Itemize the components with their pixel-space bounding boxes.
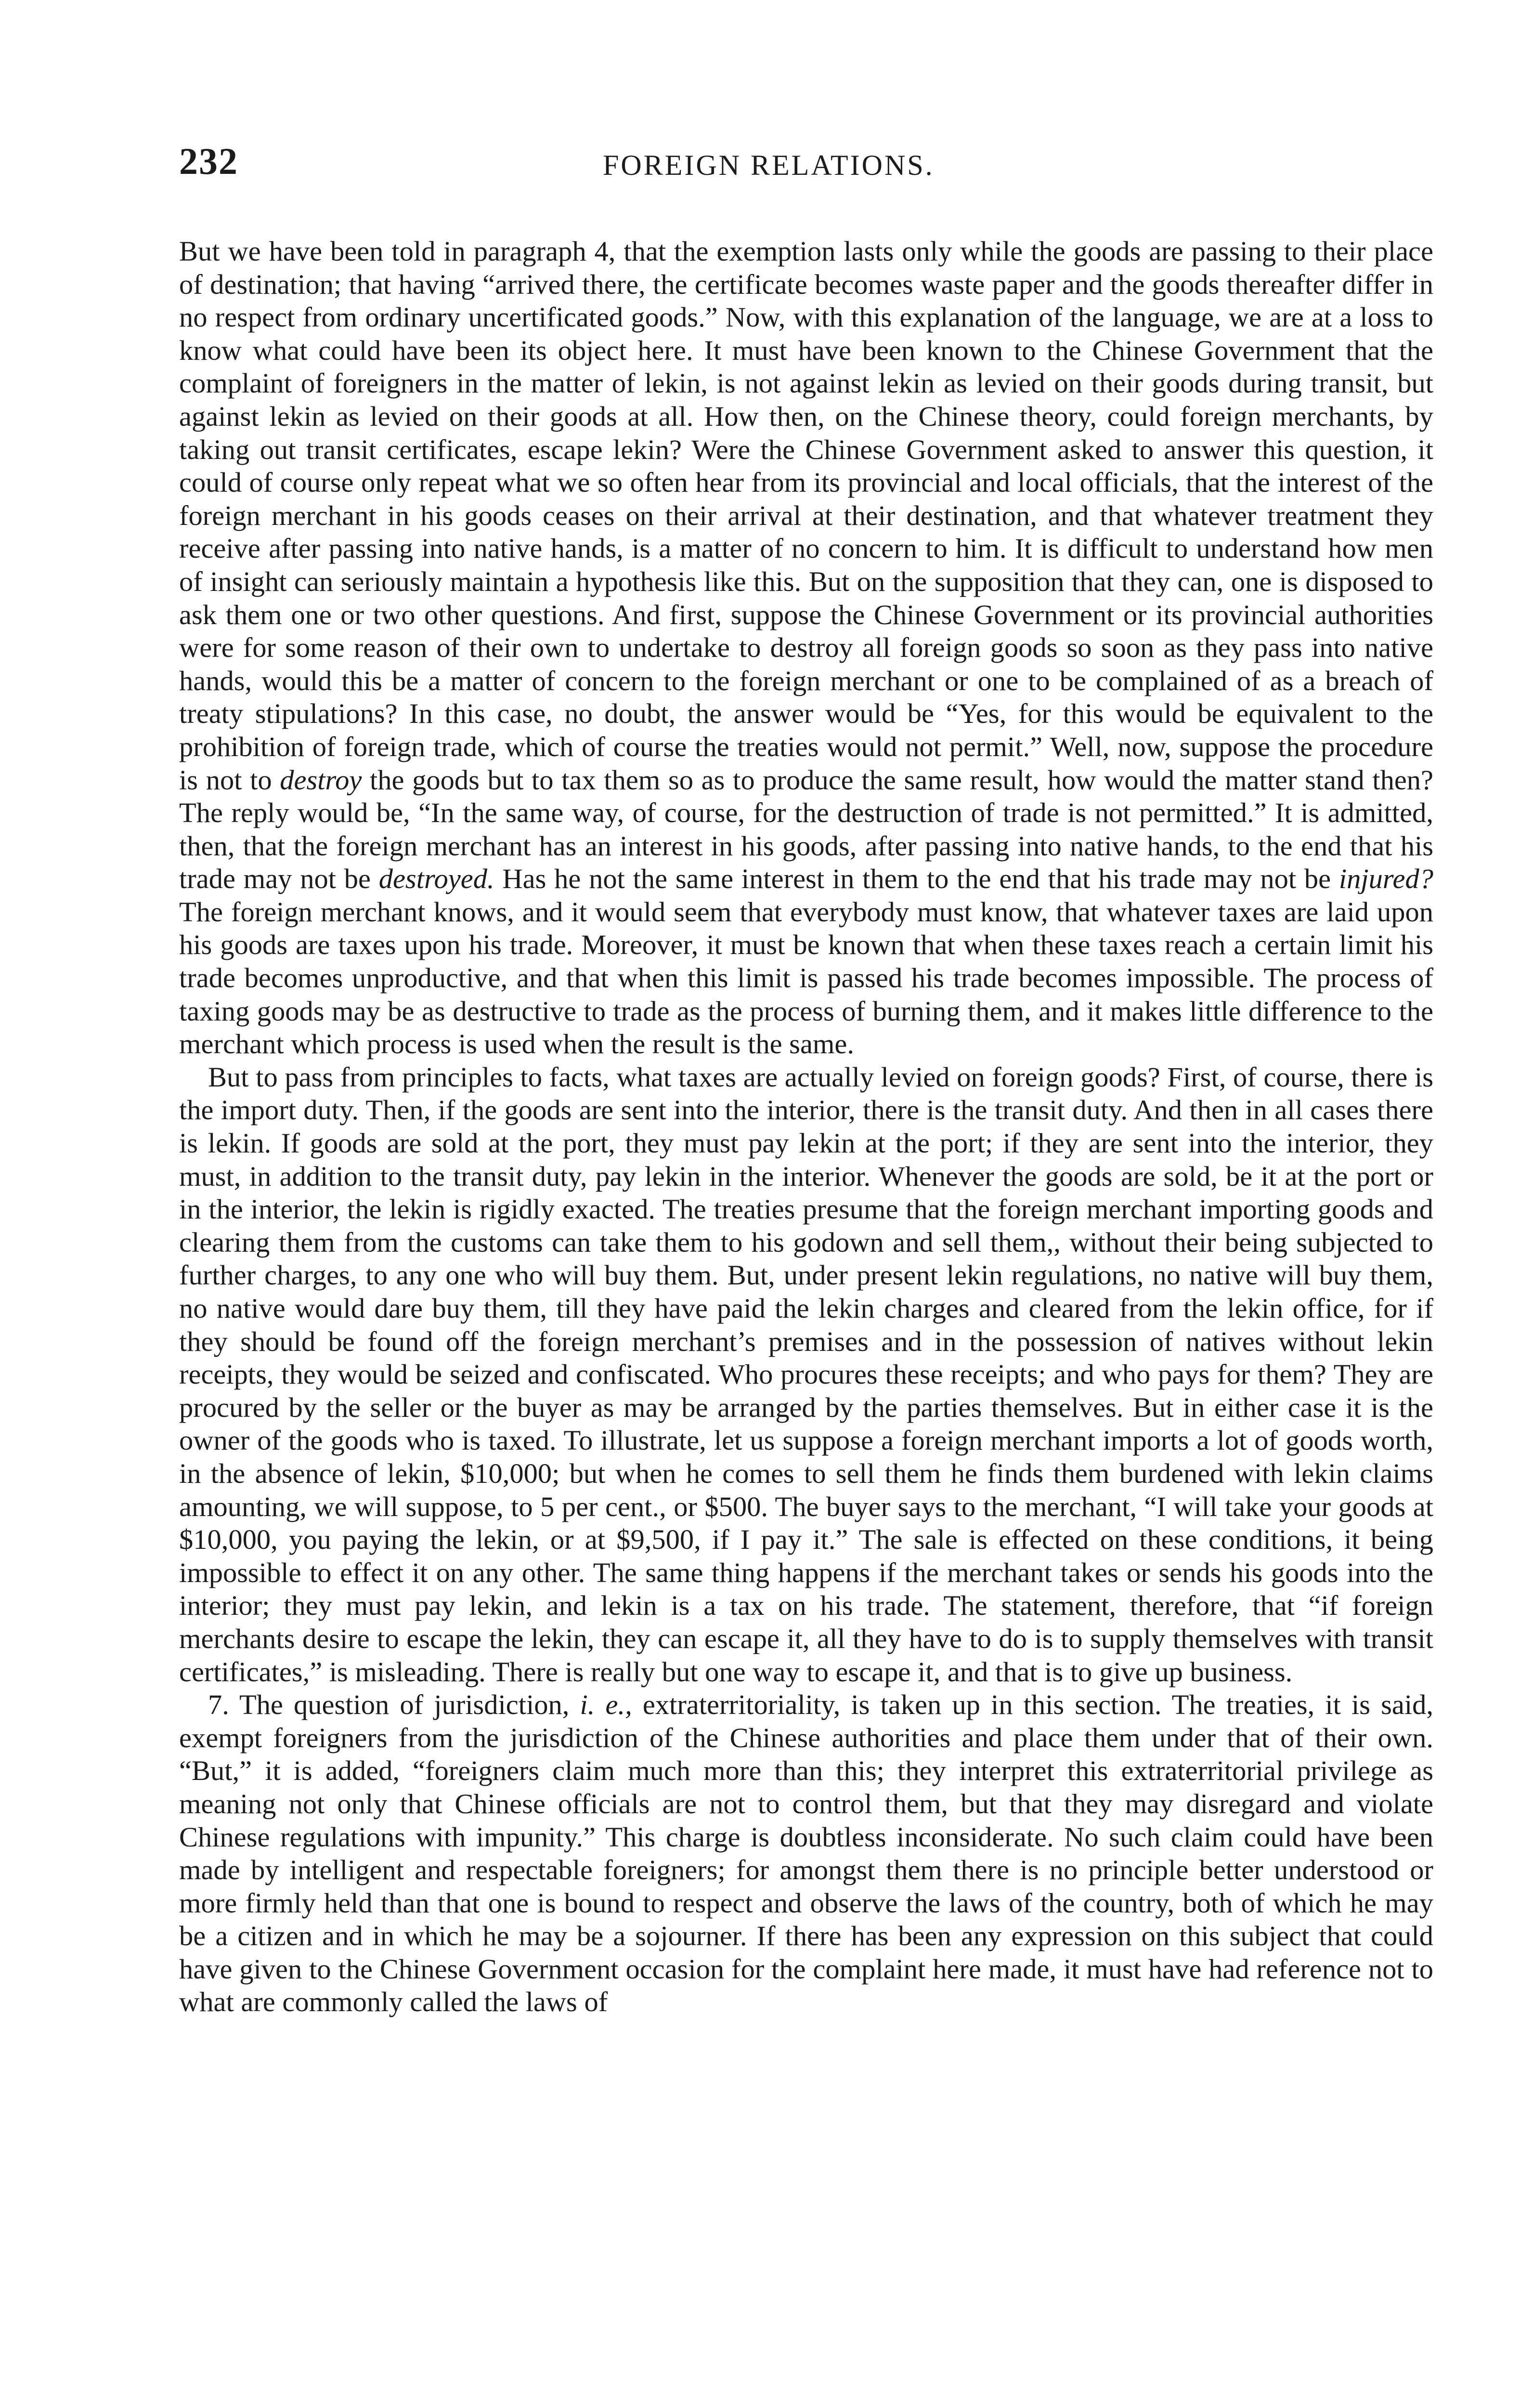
text-segment: The foreign merchant knows, and it would seem that everybody must know, that whatever taxes are laid upon his goods are taxes upon his trade. Moreover, it must be known that when these taxes reach a certain limit his trade becomes unproductive, and that when this limit is passed his trade becomes impossible. The process of taxing goods may be as destructive to trade as the process of burning them, and it makes little difference to the merchant which process is used when the result is the same.	[179, 896, 1433, 1060]
text-segment: Has he not the same interest in them to the end that his trade may not be	[494, 863, 1339, 895]
text-segment: the goods but to tax them so as to produce the same result, how would the matter stand then? The reply would be, “In the same way, of course, for the destruction of trade is not permitted.” It is admitted, then, that the foreign merchant has an interest in his goods, after passing into native hands, to the end that his trade may not be	[179, 764, 1433, 895]
page-number: 232	[179, 140, 238, 182]
running-title: FOREIGN RELATIONS.	[603, 149, 935, 181]
text-segment: 7. The question of jurisdiction,	[208, 1689, 580, 1721]
body-text	[179, 235, 1433, 2349]
italic-text: destroy	[280, 764, 362, 796]
paragraph-lekin-transit	[179, 235, 1433, 1061]
text-segment: But to pass from principles to facts, what taxes are actually levied on foreign goods? First, of course, there is the import duty. Then, if the goods are sent into the interior, there is the transit duty. And then in all cases there is lekin. If goods are sold at the port, they must pay lekin at the port; if they are sent into the interior, they must, in addition to the transit duty, pay lekin in the interior. Whenever the goods are sold, be it at the port or in the interior, the lekin is rigidly exacted. The treaties presume that the foreign merchant importing goods and clearing them from the customs can take them to his godown and sell them,, without their being subjected to further charges, to any one who will buy them. But, under present lekin regulations, no native will buy them, no native would dare buy them, till they have paid the lekin charges and cleared from the lekin office, for if they should be found off the foreign merchant’s premises and in the possession of natives without lekin receipts, they would be seized and confiscated. Who procures these receipts; and who pays for them? They are procured by the seller or the buyer as may be arranged by the parties themselves. But in either case it is the owner of the goods who is taxed. To illustrate, let us suppose a foreign merchant imports a lot of goods worth, in the absence of lekin, $10,000; but when he comes to sell them he finds them burdened with lekin claims amounting, we will suppose, to 5 per cent., or $500. The buyer says to the merchant, “I will take your goods at $10,000, you paying the lekin, or at $9,500, if I pay it.” The sale is effected on these conditions, it being impossible to effect it on any other. The same thing happens if the merchant takes or sends his goods into the interior; they must pay lekin, and lekin is a tax on his trade. The statement, therefore, that “if foreign merchants desire to escape the lekin, they can escape it, all they have to do is to supply themselves with transit certificates,” is misleading. There is really but one way to escape it, and that is to give up business.	[179, 1061, 1433, 1688]
italic-text: injured?	[1338, 863, 1433, 895]
paragraph-taxes-facts	[179, 1061, 1433, 1688]
text-segment: But we have been told in paragraph 4, that the exemption lasts only while the goods are passing to their place of destination; that having “arrived there, the certificate becomes waste paper and the goods thereafter differ in no respect from ordinary uncertificated goods.” Now, with this explanation of the language, we are at a loss to know what could have been its object here. It must have been known to the Chinese Government that the complaint of foreigners in the matter of lekin, is not against lekin as levied on their goods during transit, but against lekin as levied on their goods at all. How then, on the Chinese theory, could foreign merchants, by taking out transit certificates, escape lekin? Were the Chinese Government asked to answer this question, it could of course only repeat what we so often hear from its provincial and local officials, that the interest of the foreign merchant in his goods ceases on their arrival at their destination, and that whatever treatment they receive after passing into native hands, is a matter of no concern to him. It is difficult to understand how men of insight can seriously maintain a hypothesis like this. But on the supposition that they can, one is disposed to ask them one or two other questions. And first, suppose the Chinese Government or its provincial authorities were for some reason of their own to undertake to destroy all foreign goods so soon as they pass into native hands, would this be a matter of concern to the foreign merchant or one to be complained of as a breach of treaty stipulations? In this case, no doubt, the answer would be “Yes, for this would be equivalent to the prohibition of foreign trade, which of course the treaties would not permit.” Well, now, suppose the procedure is not to	[179, 236, 1433, 796]
text-segment: extraterritoriality, is taken up in this section. The treaties, it is said, exempt foreigners from the jurisdiction of the Chinese authorities and place them under that of their own. “But,” it is added, “foreigners claim much more than this; they interpret this extraterritorial privilege as meaning not only that Chinese officials are not to control them, but that they may disregard and violate Chinese regulations with impunity.” This charge is doubtless inconsiderate. No such claim could have been made by intelligent and respectable foreigners; for amongst them there is no principle better understood or more firmly held than that one is bound to respect and observe the laws of the country, both of which he may be a citizen and in which he may be a sojourner. If there has been any expression on this subject that could have given to the Chinese Government occasion for the complaint here made, it must have had reference not to what are commonly called the laws of	[179, 1689, 1433, 2018]
page-header	[179, 137, 1433, 195]
paragraph-jurisdiction	[179, 1688, 1433, 2019]
italic-text: destroyed.	[378, 863, 494, 895]
italic-text: i. e.,	[580, 1689, 632, 1721]
